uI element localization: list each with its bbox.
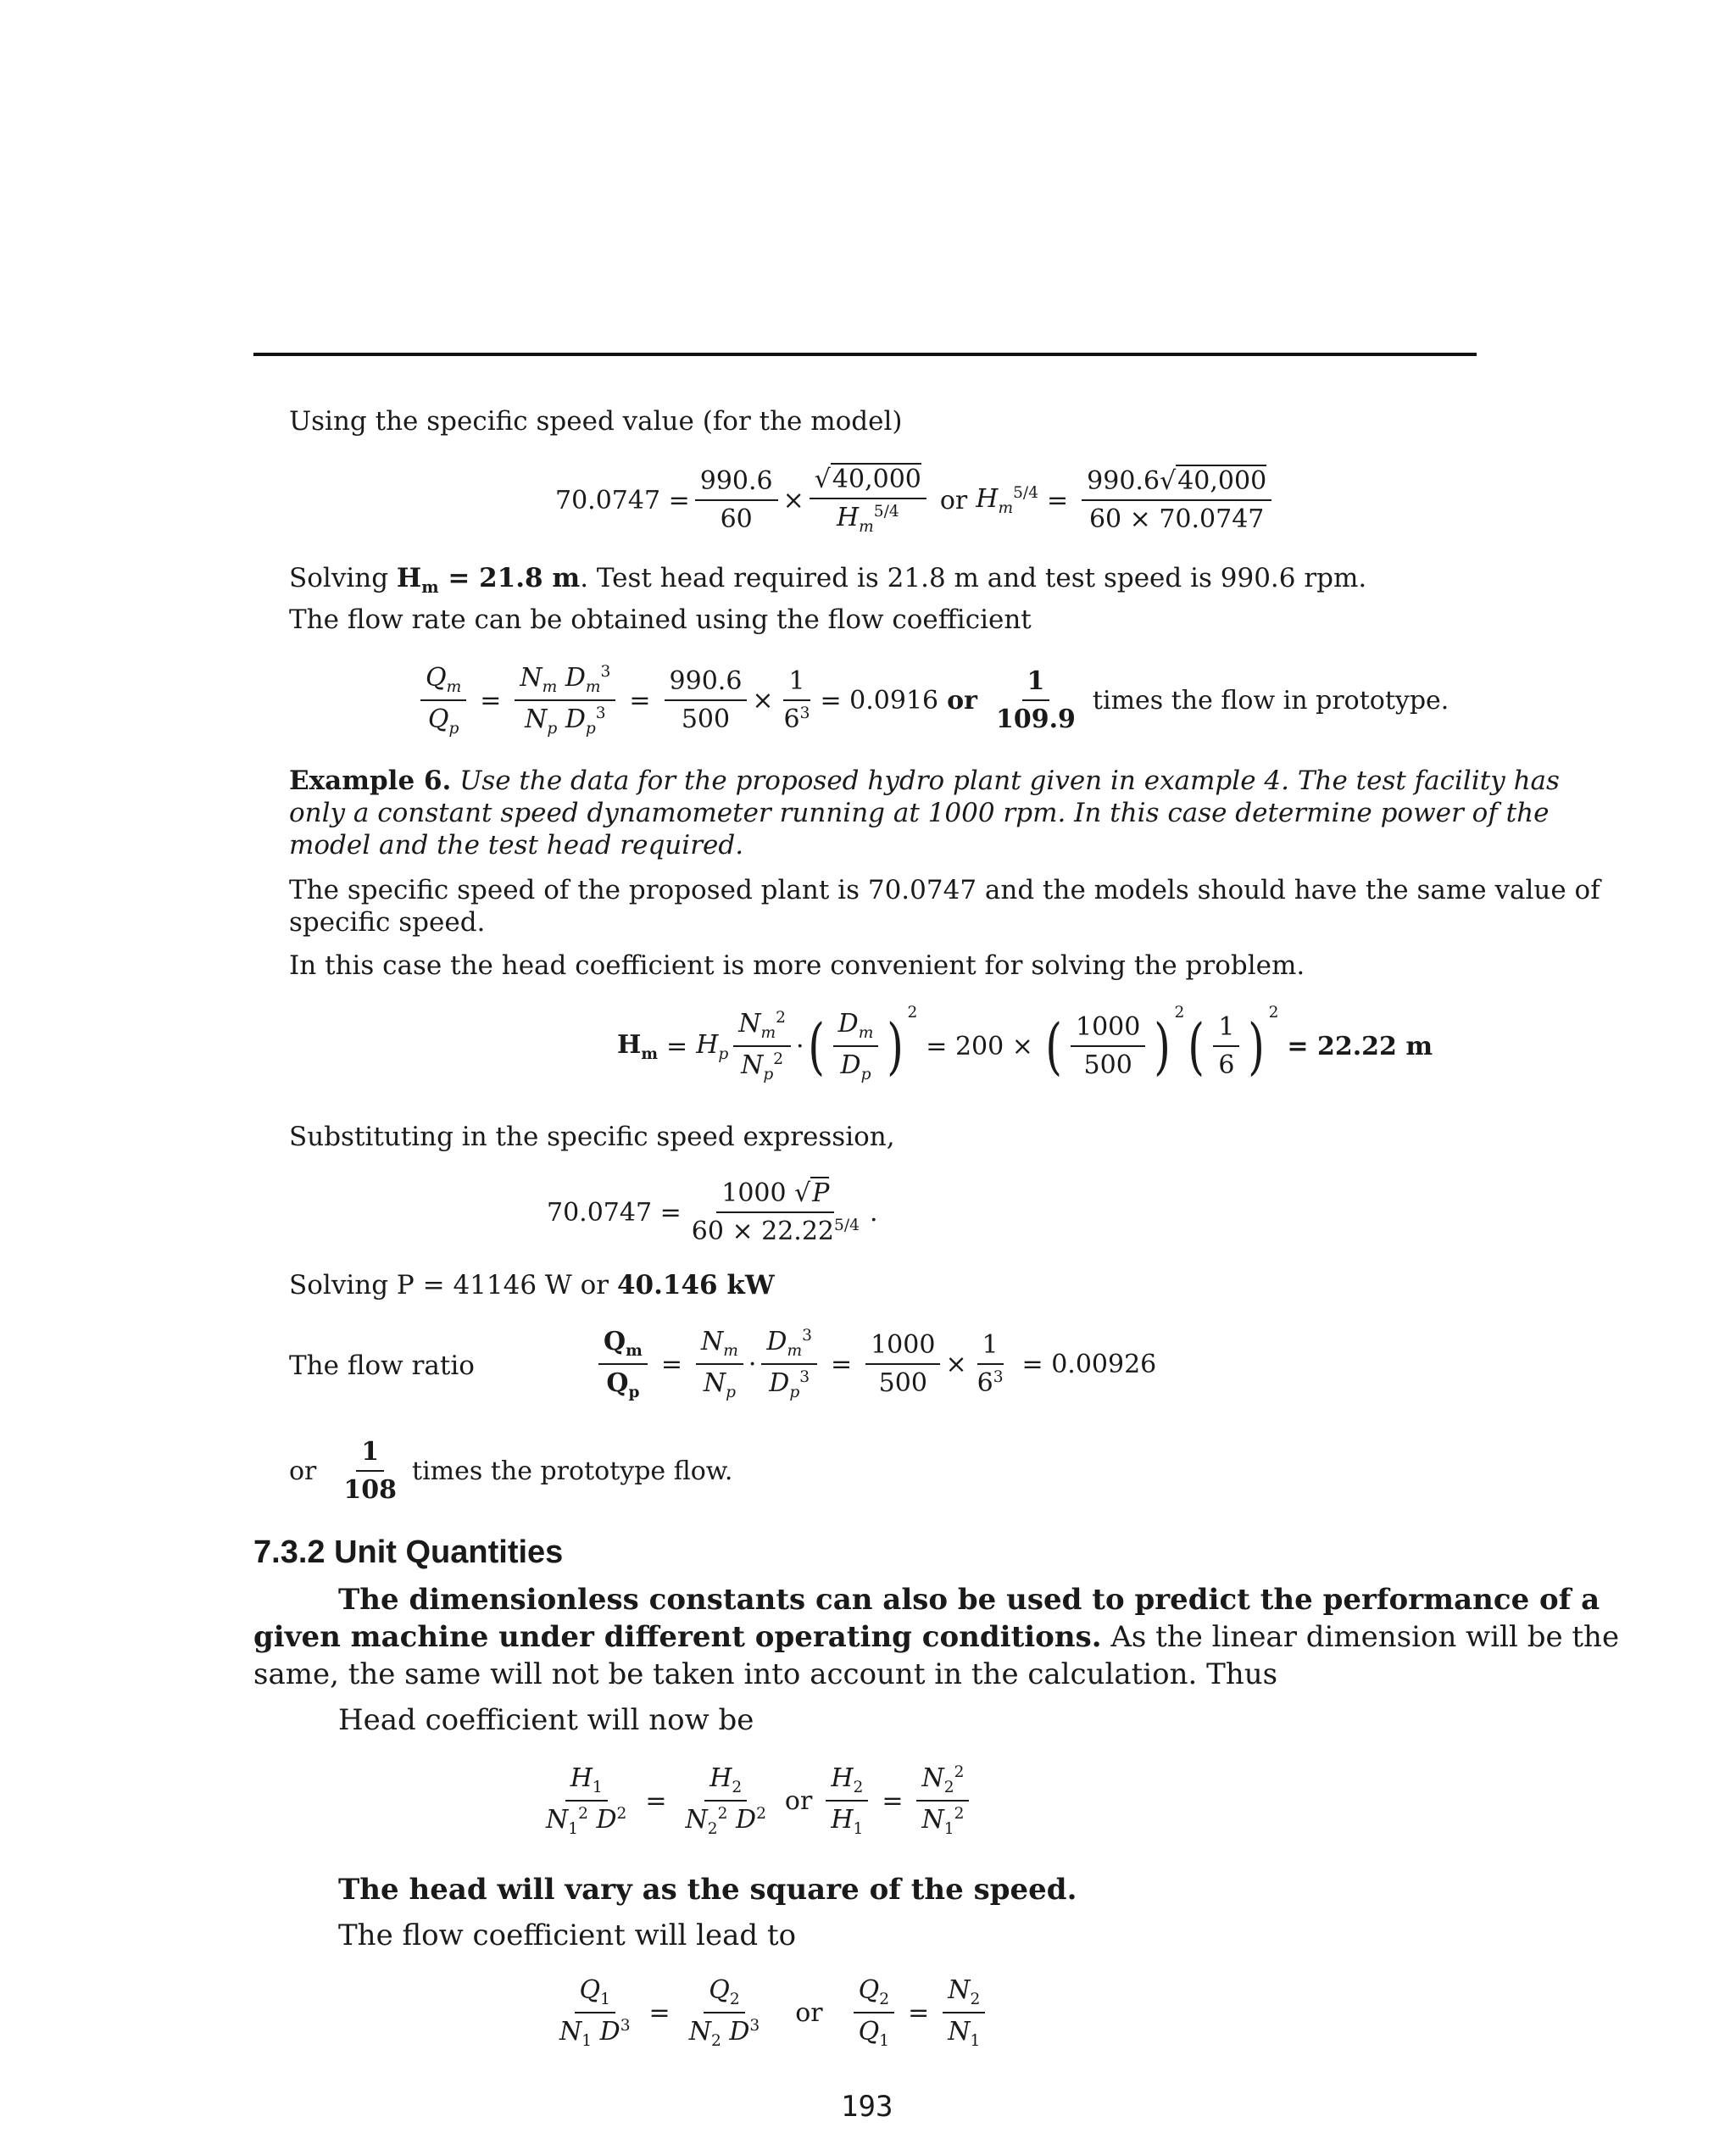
flow-rate-text: The flow rate can be obtained using the flow coefficient (289, 604, 1032, 635)
example-6: Example 6. Use the data for the proposed hydro plant given in example 4. The test facility has (289, 766, 1560, 796)
solving-hm-text: Solving $H_m = 21.8$ m. Test head required is 21.8 m and test speed is 990.6 rpm. (289, 563, 1367, 598)
page-number: 193 (841, 2090, 893, 2124)
or-prototype-flow: or $\frac{1}{108}$ times the prototype flow. (289, 1437, 733, 1505)
section-para-line3: same, the same will not be taken into account in the calculation. Thus (253, 1657, 1278, 1691)
section-heading: 7.3.2 Unit Quantities (253, 1534, 564, 1570)
specific-speed-para-1: The specific speed of the proposed plant is 70.0747 and the models should have the same value of (289, 875, 1600, 905)
equation-head-model: $H_m$ = $H_p$ $\frac{N_m^2}{N_p^2}$ · ( $\frac{D_m}{D_p}$ ) $^2$ = 200 × ( $\frac{1000}{500}$ ) $^2$ ( $\frac{1}{6}$ ) $^2$ = 22.22 m (617, 1004, 1433, 1083)
equation-flow-ratio: $\frac{Q_m}{Q_p}$ = $\frac{N_m}{N_p}$ · $\frac{D_m^3}{D_p^3}$ = $\frac{1000}{500}$ × $\frac{1}{6^3}$ = 0.00926 (593, 1327, 1165, 1401)
equation-specific-speed: 70.0747 = $\frac{990.6}{60}$ × $\frac{√40,000}{H_m^{5/4}}$ or $H_m^{5/4}$ = $\frac{990.6√40,000}{60 \times 70.0747}$ (555, 465, 1277, 536)
flow-coefficient-lead: The flow coefficient will lead to (338, 1919, 797, 1952)
head-coefficient-para: In this case the head coefficient is more convenient for solving the problem. (289, 950, 1305, 981)
header-rule (253, 353, 1477, 356)
specific-speed-para-2: specific speed. (289, 907, 486, 938)
equation-head-unit: $\frac{H_1}{N_1^2 D^2}$ = $\frac{H_2}{N_2^2 D^2}$ or $\frac{H_2}{H_1}$ = $\frac{N_2^2}{N_1^2}$ (536, 1763, 974, 1838)
flow-ratio-label: The flow ratio (289, 1351, 475, 1381)
head-coefficient-now: Head coefficient will now be (338, 1703, 754, 1737)
section-para-line1: The dimensionless constants can also be used to predict the performance of a (338, 1583, 1600, 1617)
section-para-line2: given machine under different operating conditions. As the linear dimension will be the (253, 1620, 1620, 1654)
substituting-text: Substituting in the specific speed expression, (289, 1122, 895, 1152)
example-6-line3: model and the test head required. (289, 830, 744, 860)
solving-p-text: Solving P = 41146 W or 40.146 kW (289, 1270, 775, 1300)
equation-power: 70.0747 = $\frac{1000 √P}{60 \times 22.22^{5/4}}$ . (547, 1178, 878, 1246)
equation-flow-unit: $\frac{Q_1}{N_1 D^3}$ = $\frac{Q_2}{N_2 D^3}$ or $\frac{Q_2}{Q_1}$ = $\frac{N_2}{N_1}$ (549, 1975, 990, 2050)
intro-text: Using the specific speed value (for the model) (289, 406, 903, 437)
equation-flow-coefficient: $\frac{Q_m}{Q_p}$ = $\frac{N_m D_m^3}{N_p D_p^3}$ = $\frac{990.6}{500}$ × $\frac{1}{6^3}$ = 0.0916 or $\frac{1}{109.9}$ times the flow in prototype. (415, 663, 1449, 738)
head-vary-text: The head will vary as the square of the speed. (338, 1873, 1077, 1907)
example-6-line2: only a constant speed dynamometer running at 1000 rpm. In this case determine power of the (289, 798, 1550, 828)
